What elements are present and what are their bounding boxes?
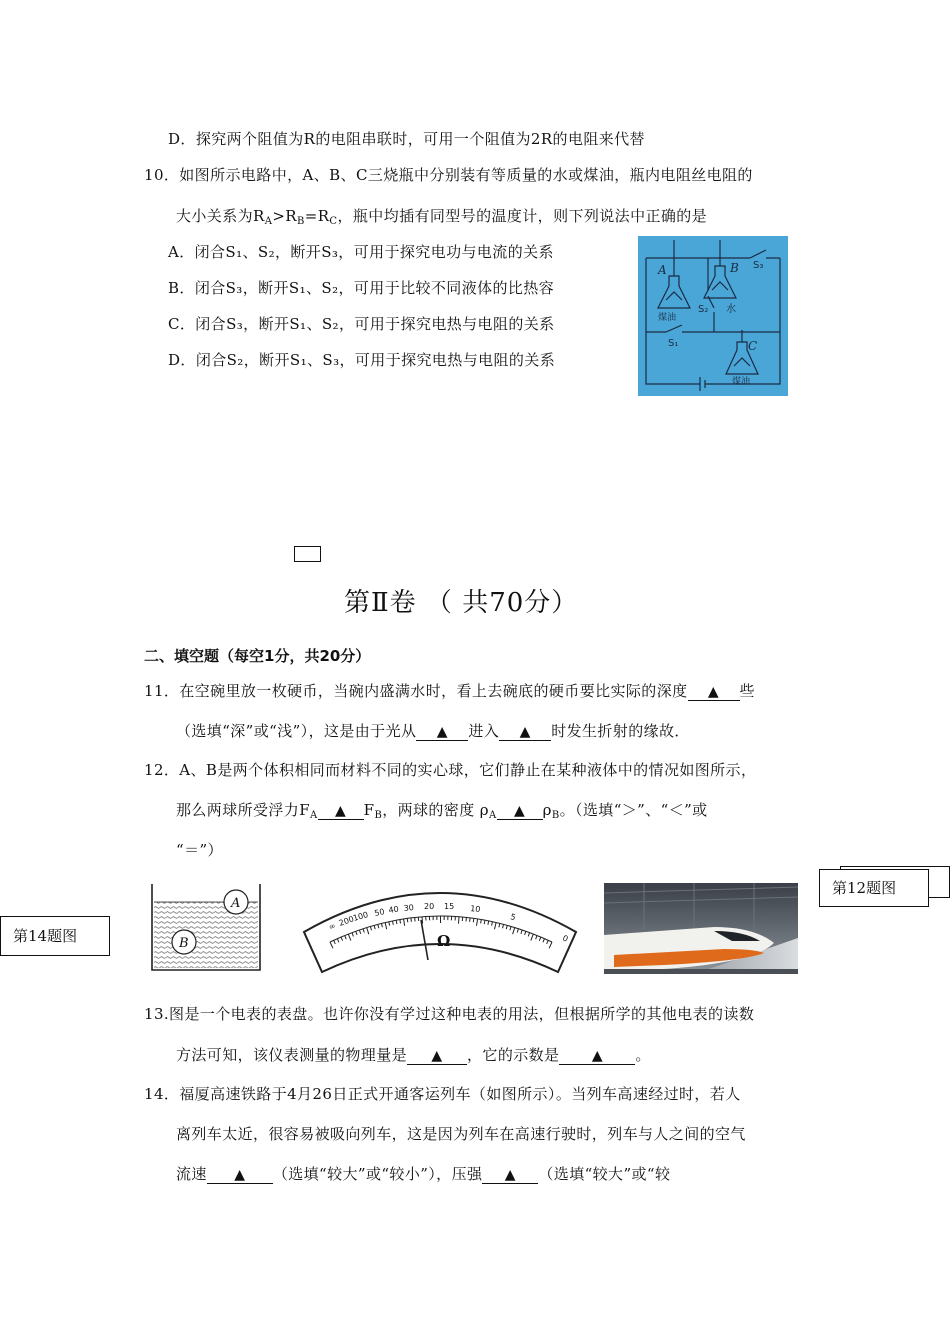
meter-tick: [470, 918, 471, 922]
q12-line3: “＝”）: [176, 841, 223, 859]
meter-tick: [407, 918, 408, 922]
circuit-diagram: [638, 236, 788, 396]
q12-blank-1[interactable]: ▲: [318, 804, 364, 820]
ball-a-label: A: [231, 896, 241, 911]
q12-line2: 那么两球所受浮力$F_A$ ▲ $F_B$，两球的密度 $\rho_A$ ▲ $\rho_B$。（选填“＞”、“＜”或: [176, 801, 708, 821]
tick-label-10: 10: [469, 904, 481, 915]
meter-tick: [411, 918, 412, 922]
meter-tick: [396, 920, 397, 924]
beaker-diagram: [148, 880, 266, 972]
fig-label-q14: 第14题图: [0, 916, 110, 956]
beaker-figure: [148, 880, 266, 972]
q10-stem-line2: 大小关系为$R_A>R_B=R_C$，瓶中均插有同型号的温度计，则下列说法中正确的是: [176, 207, 708, 227]
tick-label-50: 50: [373, 907, 386, 918]
q12-blank-2[interactable]: ▲: [497, 804, 543, 820]
water-label: 水: [726, 304, 736, 315]
q9-option-d: D．探究两个阻值为R的电阻串联时，可用一个阻值为2R的电阻来代替: [168, 130, 645, 148]
q14-line3: 流速 ▲ （选填“较大”或“较小”），压强 ▲ （选填“较大”或“较: [176, 1165, 671, 1183]
empty-box: [294, 546, 321, 562]
q10-option-d: D．闭合S₂，断开S₁、S₃，可用于探究电热与电阻的关系: [168, 351, 556, 369]
q14-blank-2[interactable]: ▲: [482, 1168, 538, 1184]
train-photo: [604, 883, 798, 974]
ball-b-label: B: [179, 936, 189, 951]
meter-tick: [473, 918, 474, 922]
q14-line2: 离列车太近，很容易被吸向列车，这是因为列车在高速行驶时，列车与人之间的空气: [176, 1125, 746, 1143]
q10-stem-line1: 10．如图所示电路中，A、B、C三烧瓶中分别装有等质量的水或煤油，瓶内电阻丝电阻的: [144, 166, 753, 184]
q10-option-b: B．闭合S₃，断开S₁、S₂，可用于比较不同液体的比热容: [168, 279, 555, 297]
q13-line1: 13.图是一个电表的表盘。也许你没有学过这种电表的用法，但根据所学的其他电表的读数: [144, 1005, 755, 1023]
ohmmeter-figure: [300, 876, 580, 976]
kerosene-a-label: 煤油: [658, 313, 677, 323]
q10-option-c: C．闭合S₃，断开S₁、S₂，可用于探究电热与电阻的关系: [168, 315, 555, 333]
meter-tick: [459, 917, 460, 924]
meter-tick: [481, 920, 482, 924]
tick-label-30: 30: [403, 902, 415, 913]
tick-label-100: 100: [352, 910, 370, 923]
q11-blank-2[interactable]: ▲: [416, 725, 468, 741]
q10-option-a: A．闭合S₁、S₂，断开S₃，可用于探究电功与电流的关系: [168, 243, 554, 261]
flask-c-label: C: [748, 339, 758, 353]
q14-blank-1[interactable]: ▲: [207, 1168, 273, 1184]
ohmmeter-dial: [300, 876, 580, 976]
q11-blank-3[interactable]: ▲: [499, 725, 551, 741]
s2-label: S₂: [698, 304, 709, 315]
tick-label-20: 20: [424, 902, 435, 911]
tick-label-200: 200: [337, 914, 356, 928]
q11-line2: （选填“深”或“浅”），这是由于光从 ▲ 进入 ▲ 时发生折射的缘故．: [176, 722, 690, 740]
flask-b-label: B: [730, 261, 739, 275]
section-title: 第Ⅱ卷 （ 共70分）: [344, 588, 579, 618]
q11-line1: 11．在空碗里放一枚硬币，当碗内盛满水时，看上去碗底的硬币要比实际的深度 ▲ 些: [144, 682, 755, 700]
q13-blank-2[interactable]: ▲: [559, 1049, 635, 1065]
kerosene-c-label: 煤油: [732, 377, 751, 387]
tick-label-0: 0: [561, 933, 570, 944]
train-image: [604, 883, 798, 974]
s3-label: S₃: [753, 260, 764, 271]
q13-blank-1[interactable]: ▲: [407, 1049, 467, 1065]
flask-a-label: A: [658, 263, 667, 277]
q13-line2: 方法可知，该仪表测量的物理量是 ▲ ，它的示数是 ▲ 。: [176, 1046, 651, 1064]
meter-tick: [415, 917, 416, 921]
q12-line1: 12．A、B是两个体积相同而材料不同的实心球，它们静止在某种液体中的情况如图所示，: [144, 761, 757, 779]
tick-label-5: 5: [509, 912, 517, 923]
tick-label-15: 15: [444, 902, 455, 911]
tick-label-40: 40: [387, 904, 400, 915]
q11-blank-1[interactable]: ▲: [688, 685, 740, 701]
section-heading: 二、填空题（每空1分，共20分）: [144, 647, 371, 665]
circuit-figure: [638, 236, 788, 396]
tick-label-inf: ∞: [327, 921, 337, 932]
meter-unit: Ω: [437, 932, 451, 950]
q14-line1: 14．福厦高速铁路于4月26日正式开通客运列车（如图所示）。当列车高速经过时，若人: [144, 1085, 741, 1103]
meter-tick: [400, 920, 401, 924]
s1-label: S₁: [668, 338, 679, 349]
fig-label-q12: 第12题图: [819, 869, 929, 907]
